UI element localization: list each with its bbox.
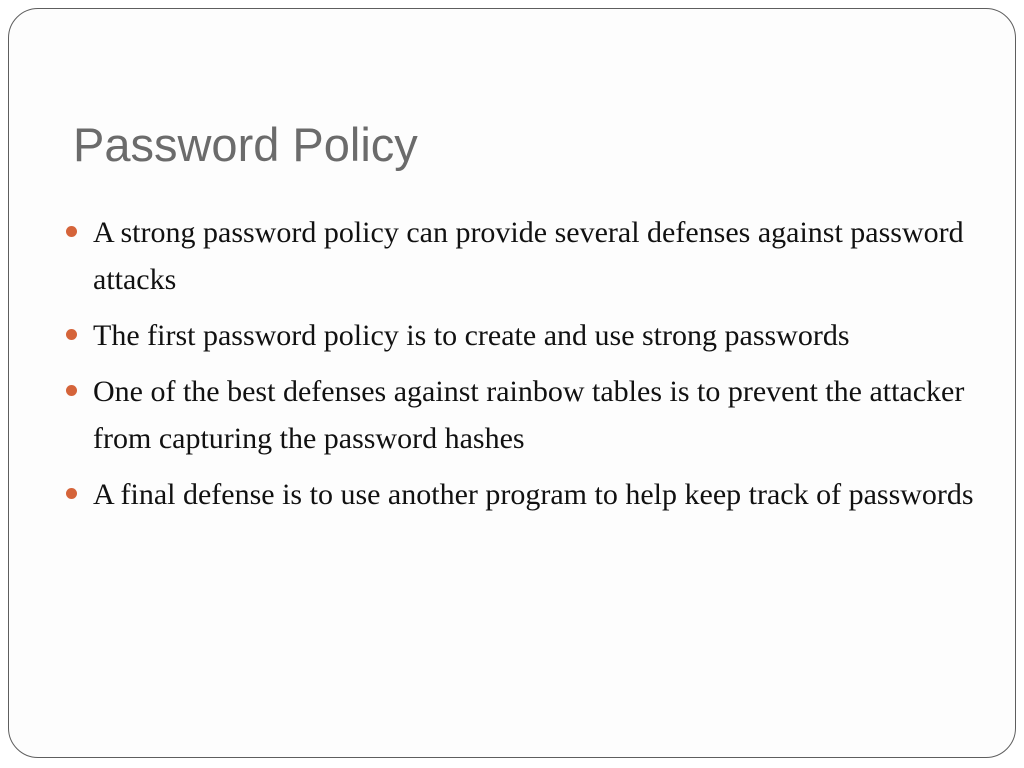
slide-frame [8, 8, 1016, 758]
bullet-text: A strong password policy can provide several defenses against password attacks [93, 216, 964, 296]
bullet-text: A final defense is to use another program to help keep track of passwords [93, 478, 974, 511]
round-bullet-icon [66, 488, 77, 499]
slide-title: Password Policy [73, 118, 418, 171]
bullet-list [93, 209, 983, 527]
bullet-text: One of the best defenses against rainbow tables is to prevent the attacker from capturing the password hashes [93, 375, 965, 455]
round-bullet-icon [66, 385, 77, 396]
bullet-item [93, 312, 983, 359]
bullet-item [93, 368, 983, 462]
round-bullet-icon [66, 226, 77, 237]
bullet-text: The first password policy is to create and use strong passwords [93, 319, 850, 352]
round-bullet-icon [66, 329, 77, 340]
bullet-item [93, 209, 983, 303]
bullet-item [93, 471, 983, 518]
